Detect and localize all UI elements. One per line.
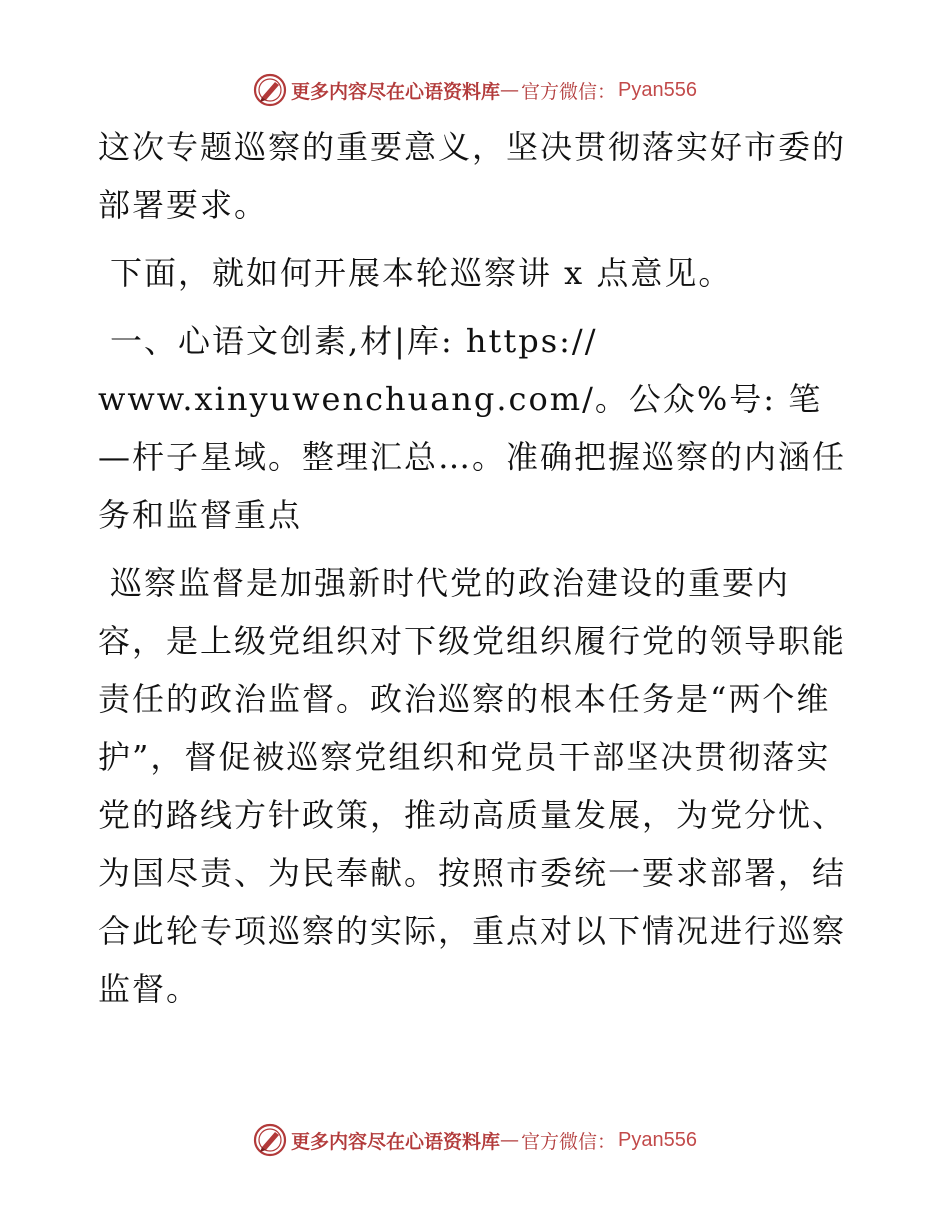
paragraph-opinions: 下面，就如何开展本轮巡察讲 x 点意见。: [110, 254, 733, 292]
header-separator: —: [500, 79, 520, 101]
header-wechat-label: 官方微信：: [521, 80, 617, 103]
header-wechat-id: Pyan556: [618, 78, 697, 101]
paragraph-supervision-rest: 容，是上级党组织对下级党组织履行党的领导职能责任的政治监督。政治巡察的根本任务是“两个维护”，督促被巡察党组织和党员干部坚决贯彻落实党的路线方针政策，推动高质量发展，为党分忧、为国尽责、为民奉献。按照市委统一要求部署，结合此轮专项巡察的实际，重点对以下情况进行巡察监督。: [98, 622, 847, 1008]
footer-wechat-label: 官方微信：: [521, 1130, 617, 1153]
paragraph-intro: 这次专题巡察的重要意义，坚决贯彻落实好市委的部署要求。: [98, 128, 847, 224]
footer-brand-text: 更多内容尽在心语资料库: [291, 1130, 501, 1153]
section-heading-line2: www.xinyuwenchuang.com/。公众%号: 笔—杆子星域。整理汇总…。准确把握巡察的内涵任务和监督重点: [98, 380, 847, 534]
brand-logo-icon: [253, 1123, 287, 1157]
brand-logo-icon: [253, 73, 287, 107]
document-body: [98, 118, 848, 1018]
section-heading-line1: 一、心语文创素,材|库: https://: [110, 322, 598, 360]
header-brand-text: 更多内容尽在心语资料库: [291, 80, 501, 103]
paragraph-supervision-line1: 巡察监督是加强新时代党的政治建设的重要内: [110, 564, 791, 602]
header-banner: [0, 70, 950, 110]
footer-separator: —: [500, 1129, 520, 1151]
footer-banner: [0, 1120, 950, 1160]
footer-wechat-id: Pyan556: [618, 1128, 697, 1151]
